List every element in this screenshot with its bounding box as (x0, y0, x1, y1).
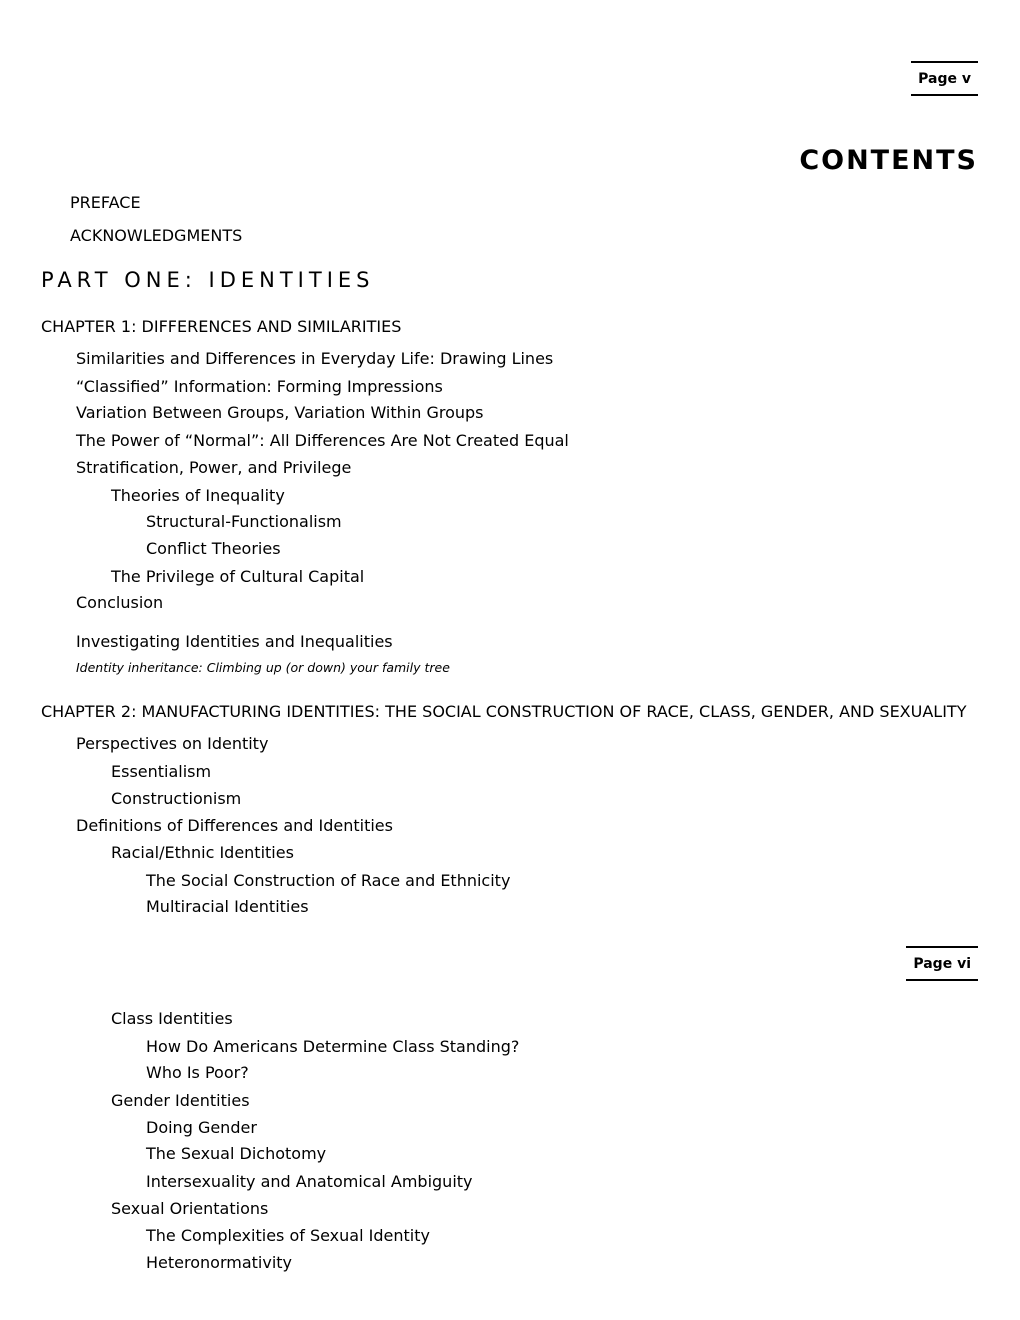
toc-entry[interactable]: Intersexuality and Anatomical Ambiguity (146, 1172, 473, 1191)
toc-entry[interactable]: The Privilege of Cultural Capital (111, 567, 365, 586)
toc-entry[interactable]: The Sexual Dichotomy (146, 1144, 327, 1163)
toc-entry[interactable]: Doing Gender (146, 1118, 257, 1137)
page-number-marker: Page v (911, 61, 978, 96)
toc-entry[interactable]: Theories of Inequality (111, 486, 285, 505)
toc-entry[interactable]: “Classified” Information: Forming Impressions (76, 377, 443, 396)
toc-entry[interactable]: Constructionism (111, 789, 242, 808)
toc-entry-note[interactable]: Identity inheritance: Climbing up (or down) your family tree (76, 660, 450, 675)
toc-entry[interactable]: Definitions of Differences and Identities (76, 816, 393, 835)
toc-entry[interactable]: Conflict Theories (146, 539, 281, 558)
toc-entry[interactable]: Racial/Ethnic Identities (111, 843, 294, 862)
toc-entry[interactable]: The Social Construction of Race and Ethnicity (146, 871, 511, 890)
toc-entry[interactable]: Heteronormativity (146, 1253, 292, 1272)
toc-entry[interactable]: Sexual Orientations (111, 1199, 269, 1218)
toc-entry[interactable]: Multiracial Identities (146, 897, 309, 916)
page-number-marker: Page vi (906, 946, 978, 981)
toc-entry[interactable]: Gender Identities (111, 1091, 250, 1110)
toc-entry-acknowledgments[interactable]: ACKNOWLEDGMENTS (70, 226, 243, 245)
contents-title: CONTENTS (799, 145, 978, 176)
toc-entry[interactable]: Stratification, Power, and Privilege (76, 458, 352, 477)
toc-entry[interactable]: Similarities and Differences in Everyday Life: Drawing Lines (76, 349, 554, 368)
toc-entry[interactable]: Structural-Functionalism (146, 512, 342, 531)
toc-entry[interactable]: Class Identities (111, 1009, 233, 1028)
toc-entry-preface[interactable]: PREFACE (70, 193, 141, 212)
toc-entry[interactable]: The Complexities of Sexual Identity (146, 1226, 430, 1245)
toc-entry[interactable]: Variation Between Groups, Variation Within Groups (76, 403, 484, 422)
toc-entry[interactable]: The Power of “Normal”: All Differences Are Not Created Equal (76, 431, 569, 450)
toc-entry[interactable]: Who Is Poor? (146, 1063, 249, 1082)
toc-entry[interactable]: Perspectives on Identity (76, 734, 269, 753)
toc-entry[interactable]: Investigating Identities and Inequalities (76, 632, 393, 651)
toc-entry[interactable]: How Do Americans Determine Class Standing? (146, 1037, 520, 1056)
part-heading[interactable]: PART ONE: IDENTITIES (41, 268, 375, 292)
toc-entry[interactable]: Essentialism (111, 762, 212, 781)
chapter-heading[interactable]: CHAPTER 1: DIFFERENCES AND SIMILARITIES (41, 317, 402, 336)
chapter-heading[interactable]: CHAPTER 2: MANUFACTURING IDENTITIES: THE SOCIAL CONSTRUCTION OF RACE, CLASS, GENDER, AND SEXUALITY (41, 702, 967, 721)
toc-entry[interactable]: Conclusion (76, 593, 164, 612)
